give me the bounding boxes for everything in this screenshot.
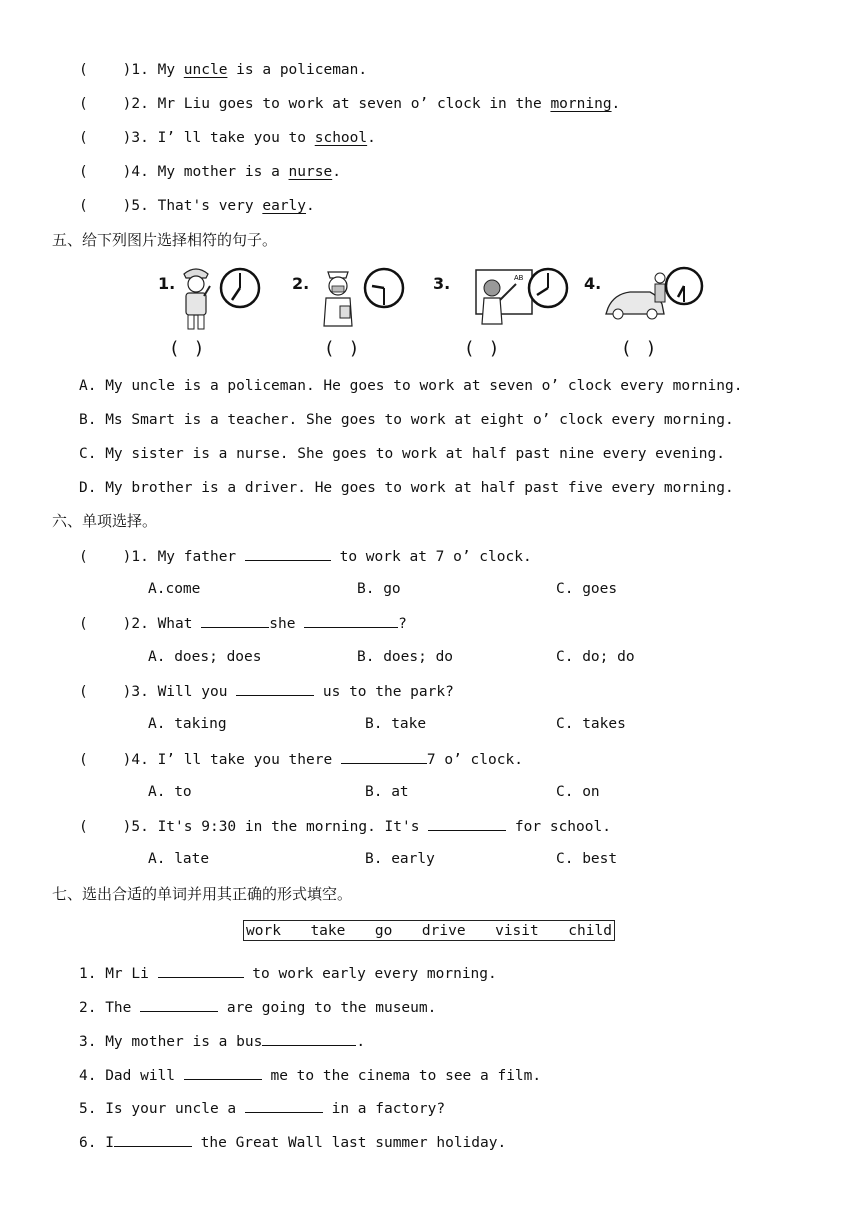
picture-2-number: 2.	[292, 274, 310, 293]
answer-blank[interactable]	[341, 748, 427, 764]
s4-item-1: ( )1. My uncle is a policeman.	[79, 62, 368, 78]
answer-blank[interactable]	[158, 962, 244, 978]
answer-blank[interactable]	[184, 1064, 262, 1080]
picture-1-answer[interactable]: ( )	[171, 338, 203, 359]
picture-3-answer[interactable]: ( )	[466, 338, 498, 359]
s6-q1-option-a: A.come	[148, 581, 201, 597]
word-bank-item: work	[246, 922, 281, 939]
answer-blank[interactable]	[236, 680, 314, 696]
answer-blank[interactable]	[428, 815, 506, 831]
s6-q4-option-c: C. on	[556, 784, 600, 800]
s6-q2-option-a: A. does; does	[148, 649, 262, 665]
s6-question-5: ( )5. It's 9:30 in the morning. It's for school.	[79, 815, 611, 837]
s6-q2-option-b: B. does; do	[357, 649, 454, 665]
s6-q1-option-b: B. go	[357, 581, 401, 597]
picture-3-number: 3.	[433, 274, 451, 293]
s6-q3-option-a: A. taking	[148, 716, 227, 732]
s7-sentence-5: 5. Is your uncle a in a factory?	[79, 1097, 445, 1119]
s6-q3-option-b: B. take	[365, 716, 427, 732]
word-bank-item: go	[374, 922, 393, 939]
s4-item-4: ( )4. My mother is a nurse.	[79, 164, 341, 180]
s6-q2-option-c: C. do; do	[556, 649, 635, 665]
answer-blank[interactable]	[201, 612, 269, 628]
s6-q3-option-c: C. takes	[556, 716, 626, 732]
driver-car-clock-icon	[604, 262, 708, 337]
picture-4-answer[interactable]: ( )	[623, 338, 655, 359]
s4-item-2: ( )2. Mr Liu goes to work at seven o’ clock in the morning.	[79, 96, 621, 112]
s5-option-d: D. My brother is a driver. He goes to work at half past five every morning.	[79, 480, 734, 496]
word-bank-item: child	[568, 922, 612, 939]
picture-2-answer[interactable]: ( )	[326, 338, 358, 359]
s6-question-2: ( )2. What she ?	[79, 612, 407, 634]
s5-option-a: A. My uncle is a policeman. He goes to work at seven o’ clock every morning.	[79, 378, 743, 394]
s4-item-5: ( )5. That's very early.	[79, 198, 315, 214]
s4-item-3: ( )3. I’ ll take you to school.	[79, 130, 376, 146]
s7-sentence-4: 4. Dad will me to the cinema to see a film.	[79, 1064, 541, 1086]
s7-sentence-1: 1. Mr Li to work early every morning.	[79, 962, 497, 984]
nurse-clock-icon	[318, 262, 408, 337]
s6-question-3: ( )3. Will you us to the park?	[79, 680, 454, 702]
answer-blank[interactable]	[245, 545, 331, 561]
word-bank-item: drive	[421, 922, 466, 939]
s5-option-c: C. My sister is a nurse. She goes to work at half past nine every evening.	[79, 446, 726, 462]
s6-q5-option-c: C. best	[556, 851, 618, 867]
s7-sentence-3: 3. My mother is a bus .	[79, 1030, 365, 1052]
picture-4-number: 4.	[584, 274, 602, 293]
section-7-heading: 七、选出合适的单词并用其正确的形式填空。	[52, 885, 353, 903]
s6-question-4: ( )4. I’ ll take you there 7 o’ clock.	[79, 748, 523, 770]
answer-blank[interactable]	[245, 1097, 323, 1113]
s6-q4-option-b: B. at	[365, 784, 409, 800]
policeman-clock-icon	[176, 262, 266, 337]
s7-sentence-6: 6. I the Great Wall last summer holiday.	[79, 1131, 506, 1153]
word-bank	[243, 920, 615, 941]
section-6-heading: 六、单项选择。	[52, 512, 158, 530]
answer-blank[interactable]	[114, 1131, 192, 1147]
section-5-heading: 五、给下列图片选择相符的句子。	[52, 231, 278, 249]
s7-sentence-2: 2. The are going to the museum.	[79, 996, 436, 1018]
s6-question-1: ( )1. My father to work at 7 o’ clock.	[79, 545, 532, 567]
answer-blank[interactable]	[304, 612, 398, 628]
svg-text:AB: AB	[514, 275, 524, 282]
picture-1-number: 1.	[158, 274, 176, 293]
teacher-clock-icon	[470, 262, 570, 337]
answer-blank[interactable]	[140, 996, 218, 1012]
word-bank-item: visit	[495, 922, 539, 939]
s5-option-b: B. Ms Smart is a teacher. She goes to work at eight o’ clock every morning.	[79, 412, 734, 428]
s6-q1-option-c: C. goes	[556, 581, 618, 597]
s6-q5-option-a: A. late	[148, 851, 210, 867]
s6-q4-option-a: A. to	[148, 784, 192, 800]
word-bank-item: take	[310, 922, 346, 939]
answer-blank[interactable]	[262, 1030, 356, 1046]
s6-q5-option-b: B. early	[365, 851, 435, 867]
